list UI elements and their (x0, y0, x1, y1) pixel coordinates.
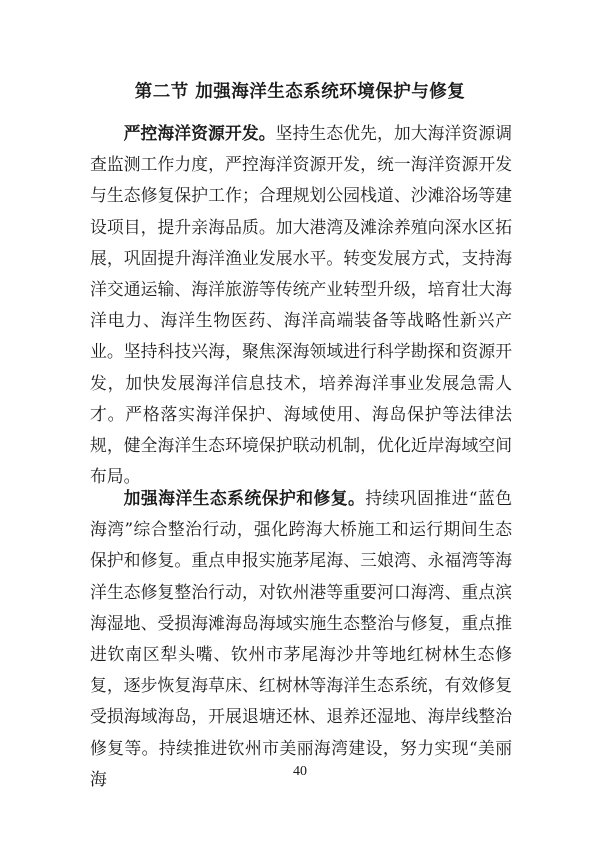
paragraph-marine-resource-development (90, 118, 512, 492)
paragraph-lead-heading: 加强海洋生态系统保护和修复。 (123, 488, 366, 508)
paragraph-body-text: 坚持生态优先，加大海洋资源调查监测工作力度，严控海洋资源开发，统一海洋资源开发与生态修复保护工作；合理规划公园栈道、沙滩浴场等建设项目，提升亲海品质。加大港湾及滩涂养殖向深水区拓展，巩固提升海洋渔业发展水平。转变发展方式，支持海洋交通运输、海洋旅游等传统产业转型升级，培育壮大海洋电力、海洋生物医药、海洋高端装备等战略性新兴产业。坚持科技兴海，聚焦深海领域进行科学勘探和资源开发，加快发展海洋信息技术，培养海洋事业发展急需人才。严格落实海洋保护、海域使用、海岛保护等法律法规，健全海洋生态环境保护联动机制，优化近岸海域空间布局。 (90, 123, 512, 487)
page-number: 40 (293, 764, 307, 779)
paragraph-body-text: 持续巩固推进“蓝色海湾”综合整治行动，强化跨海大桥施工和运行期间生态保护和修复。重点申报实施茅尾海、三娘湾、永福湾等海洋生态修复整治行动，对钦州港等重要河口海湾、重点滨海湿地、受损海滩海岛海域实施生态整治与修复，重点推进钦南区犁头嘴、钦州市茅尾海沙井等地红树林生态修复，逐步恢复海草床、红树林等海洋生态系统，有效修复受损海域海岛，开展退塘还林、退养还湿地、海岸线整治修复等。持续推进钦州市美丽海湾建设，努力实现“美丽海 (90, 488, 512, 789)
paragraph-ecosystem-protection (90, 483, 512, 795)
section-title: 第二节 加强海洋生态系统环境保护与修复 (134, 82, 466, 102)
paragraph-lead-heading: 严控海洋资源开发。 (123, 123, 276, 143)
